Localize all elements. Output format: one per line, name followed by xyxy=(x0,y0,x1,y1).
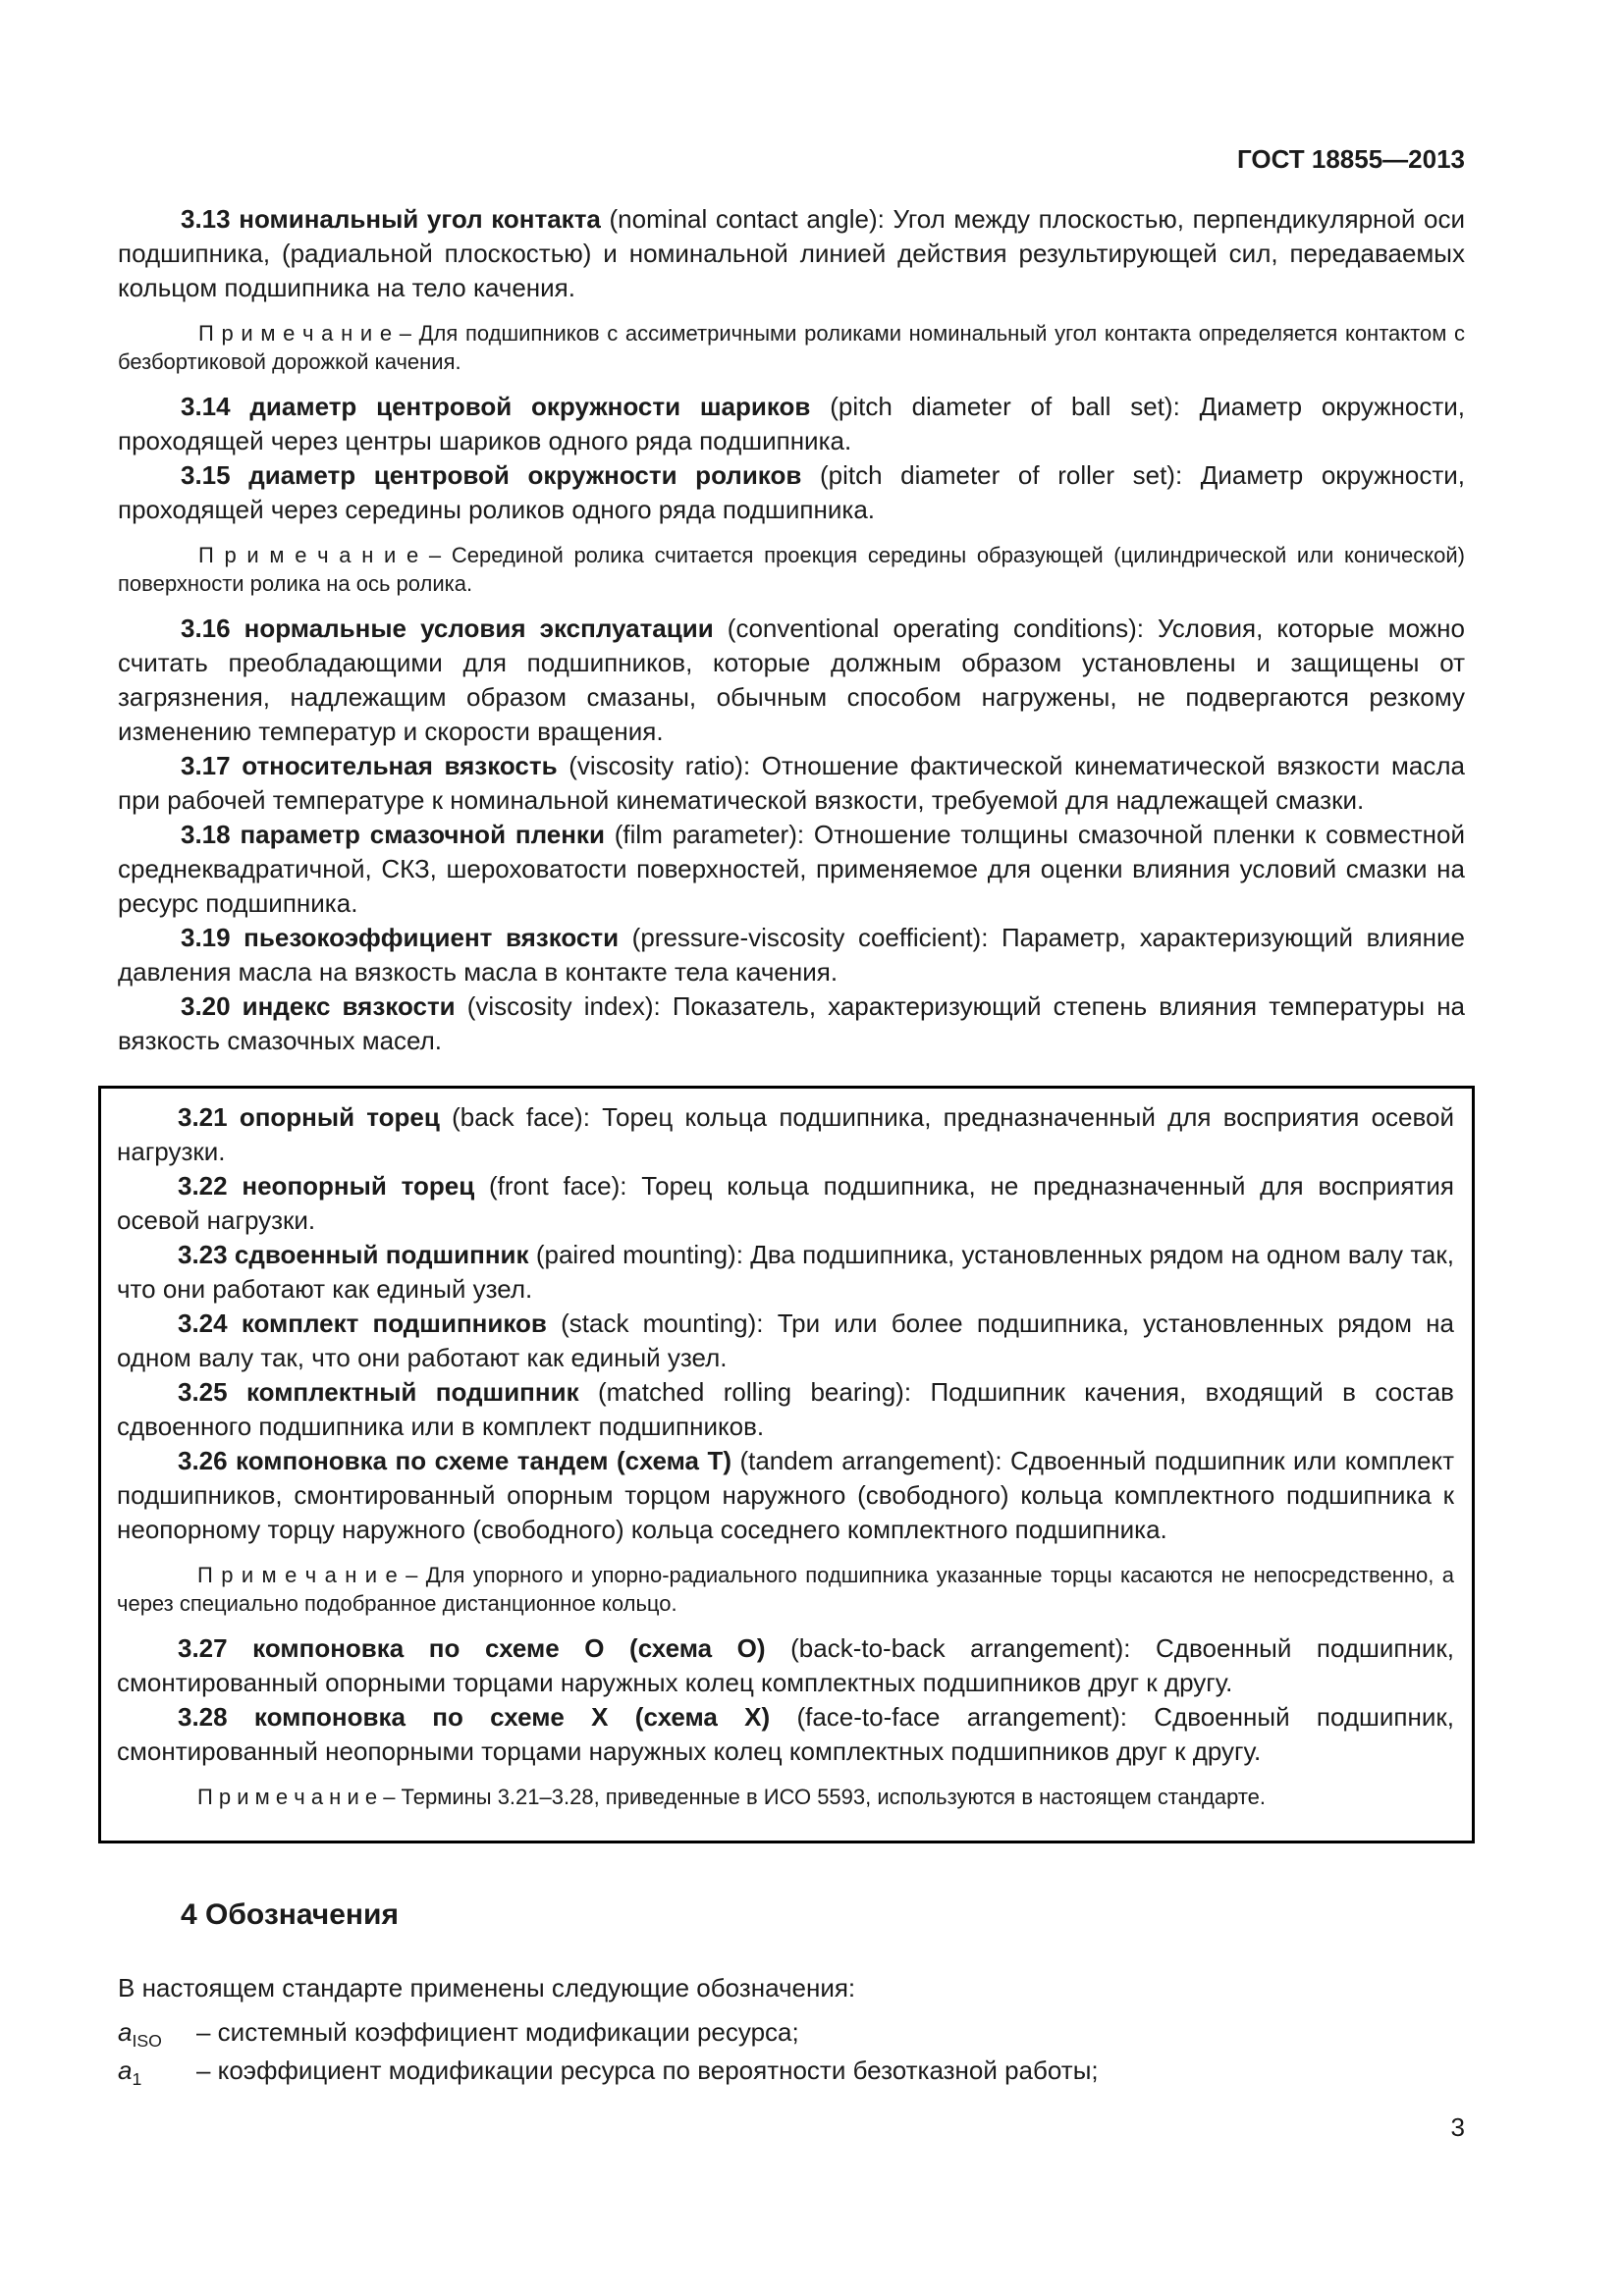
page-content xyxy=(118,145,1465,2090)
text-segment: П р и м е ч а н и е – Серединой ролика считается проекция середины образующей (цилиндрической или конической) поверхности ролика на ось ролика. xyxy=(118,543,1465,596)
symbol-definition: – системный коэффициент модификации ресурса; xyxy=(196,2017,799,2047)
text-segment: (viscosity ratio): Отношение фактической кинематической вязкости масла при рабочей температуре к номинальной кинематической вязкости, требуемой для надлежащей смазки. xyxy=(118,751,1465,815)
term-3-25 xyxy=(117,1375,1454,1444)
text-segment: 3.27 компоновка по схеме О (схема О) xyxy=(178,1633,766,1663)
term-3-28 xyxy=(117,1700,1454,1769)
term-3-24 xyxy=(117,1307,1454,1375)
text-segment: (conventional operating conditions): Условия, которые можно считать преобладающими для подшипников, которые должным образом установлены и защищены от загрязнения, надлежащим образом смазаны, обычным способом нагружены, не подвергаются резкому изменению температур и скорости вращения. xyxy=(118,614,1465,746)
term-3-21 xyxy=(117,1100,1454,1169)
page-number: 3 xyxy=(1450,2112,1465,2142)
text-segment: a xyxy=(118,2056,133,2085)
text-segment: 3.26 компоновка по схеме тандем (схема Т) xyxy=(178,1446,731,1475)
terms-box xyxy=(98,1086,1475,1843)
term-3-17 xyxy=(118,749,1465,818)
text-segment: 3.18 параметр смазочной пленки xyxy=(181,820,605,849)
text-segment: 1 xyxy=(132,2069,142,2090)
text-segment: 3.25 комплектный подшипник xyxy=(178,1377,579,1407)
text-segment: (pitch diameter of ball set): Диаметр окружности, проходящей через центры шариков одного ряда подшипника. xyxy=(118,392,1465,455)
term-3-18 xyxy=(118,818,1465,921)
symbol-a-iso xyxy=(118,2013,1465,2052)
term-3-20 xyxy=(118,989,1465,1058)
text-segment: 3.21 опорный торец xyxy=(178,1102,440,1132)
text-segment: (matched rolling bearing): Подшипник качения, входящий в состав сдвоенного подшипника или в комплект подшипников. xyxy=(117,1377,1454,1441)
text-segment: 3.13 номинальный угол контакта xyxy=(181,204,601,234)
note-3-28 xyxy=(117,1783,1454,1811)
text-segment: (front face): Торец кольца подшипника, не предназначенный для восприятия осевой нагрузки. xyxy=(117,1171,1454,1235)
text-segment: П р и м е ч а н и е – Для подшипников с ассиметричными роликами номинальный угол контакта определяется контактом с безбортиковой дорожкой качения. xyxy=(118,321,1465,374)
text-segment: (back face): Торец кольца подшипника, предназначенный для восприятия осевой нагрузки. xyxy=(117,1102,1455,1166)
text-segment: В настоящем стандарте применены следующие обозначения: xyxy=(118,1973,856,2002)
text-segment: 3.24 комплект подшипников xyxy=(178,1308,547,1338)
text-segment: 3.16 нормальные условия эксплуатации xyxy=(181,614,714,643)
doc-number-header: ГОСТ 18855—2013 xyxy=(1237,144,1465,174)
text-segment: (nominal contact angle): Угол между плоскостью, перпендикулярной оси подшипника, (радиальной плоскостью) и номинальной линией действия результирующей сил, передаваемых кольцом подшипника на тело качения. xyxy=(118,204,1465,302)
text-segment: 3.22 неопорный торец xyxy=(178,1171,475,1201)
term-3-23 xyxy=(117,1238,1454,1307)
section-4-heading xyxy=(118,1898,1465,1932)
symbol-a-1 xyxy=(118,2052,1465,2090)
text-segment: 3.28 компоновка по схеме Х (схема Х) xyxy=(178,1702,771,1732)
symbol-definition: – коэффициент модификации ресурса по вероятности безотказной работы; xyxy=(196,2056,1099,2085)
text-segment: (back-to-back arrangement): Сдвоенный подшипник, смонтированный опорными торцами наружных колец комплектных подшипников друг к другу. xyxy=(117,1633,1454,1697)
text-segment: a xyxy=(118,2017,133,2047)
text-segment: 3.14 диаметр центровой окружности шариков xyxy=(181,392,811,421)
text-segment: (viscosity index): Показатель, характеризующий степень влияния температуры на вязкость смазочных масел. xyxy=(118,991,1466,1055)
text-segment: (face-to-face arrangement): Сдвоенный подшипник, смонтированный неопорными торцами наружных колец комплектных подшипников друг к другу. xyxy=(117,1702,1454,1766)
text-segment: 3.17 относительная вязкость xyxy=(181,751,558,780)
text-segment: (paired mounting): Два подшипника, установленных рядом на одном валу так, что они работают как единый узел. xyxy=(117,1240,1454,1304)
text-segment: 3.20 индекс вязкости xyxy=(181,991,456,1021)
text-segment: 4 Обозначения xyxy=(181,1898,399,1931)
note-3-13 xyxy=(118,319,1465,376)
text-segment: (pressure-viscosity coefficient): Параметр, характеризующий влияние давления масла на вязкость масла в контакте тела качения. xyxy=(118,923,1465,987)
note-3-26 xyxy=(117,1561,1454,1618)
term-3-13 xyxy=(118,202,1465,305)
symbol-label xyxy=(118,2052,196,2090)
designations-intro xyxy=(118,1971,1465,2005)
term-3-26 xyxy=(117,1444,1454,1547)
text-segment: (film parameter): Отношение толщины смазочной пленки к совместной среднеквадратичной, СКЗ, шероховатости поверхностей, применяемое для оценки влияния условий смазки на ресурс подшипника. xyxy=(118,820,1466,918)
term-3-19 xyxy=(118,921,1465,989)
text-segment: 3.15 диаметр центровой окружности роликов xyxy=(181,460,802,490)
text-segment: 3.23 сдвоенный подшипник xyxy=(178,1240,529,1269)
text-segment: (stack mounting): Три или более подшипника, установленных рядом на одном валу так, что они работают как единый узел. xyxy=(117,1308,1455,1372)
text-segment: (pitch diameter of roller set): Диаметр окружности, проходящей через середины роликов одного ряда подшипника. xyxy=(118,460,1465,524)
text-segment: ISO xyxy=(132,2031,162,2052)
text-segment: (tandem arrangement): Сдвоенный подшипник или комплект подшипников, смонтированный опорным торцом наружного (свободного) кольца комплектного подшипника к неопорному торцу наружного (свободного) кольца соседнего комплектного подшипника. xyxy=(117,1446,1454,1544)
note-3-15 xyxy=(118,541,1465,598)
term-3-27 xyxy=(117,1631,1454,1700)
symbol-label xyxy=(118,2013,196,2052)
text-segment: П р и м е ч а н и е – Термины 3.21–3.28, приведенные в ИСО 5593, используются в настоящем стандарте. xyxy=(197,1785,1267,1809)
term-3-15 xyxy=(118,458,1465,527)
term-3-16 xyxy=(118,612,1465,749)
document-body xyxy=(118,202,1465,2090)
term-3-22 xyxy=(117,1169,1454,1238)
term-3-14 xyxy=(118,390,1465,458)
text-segment: 3.19 пьезокоэффициент вязкости xyxy=(181,923,620,952)
text-segment: П р и м е ч а н и е – Для упорного и упорно-радиального подшипника указанные торцы касаются не непосредственно, а через специально подобранное дистанционное кольцо. xyxy=(117,1563,1454,1616)
